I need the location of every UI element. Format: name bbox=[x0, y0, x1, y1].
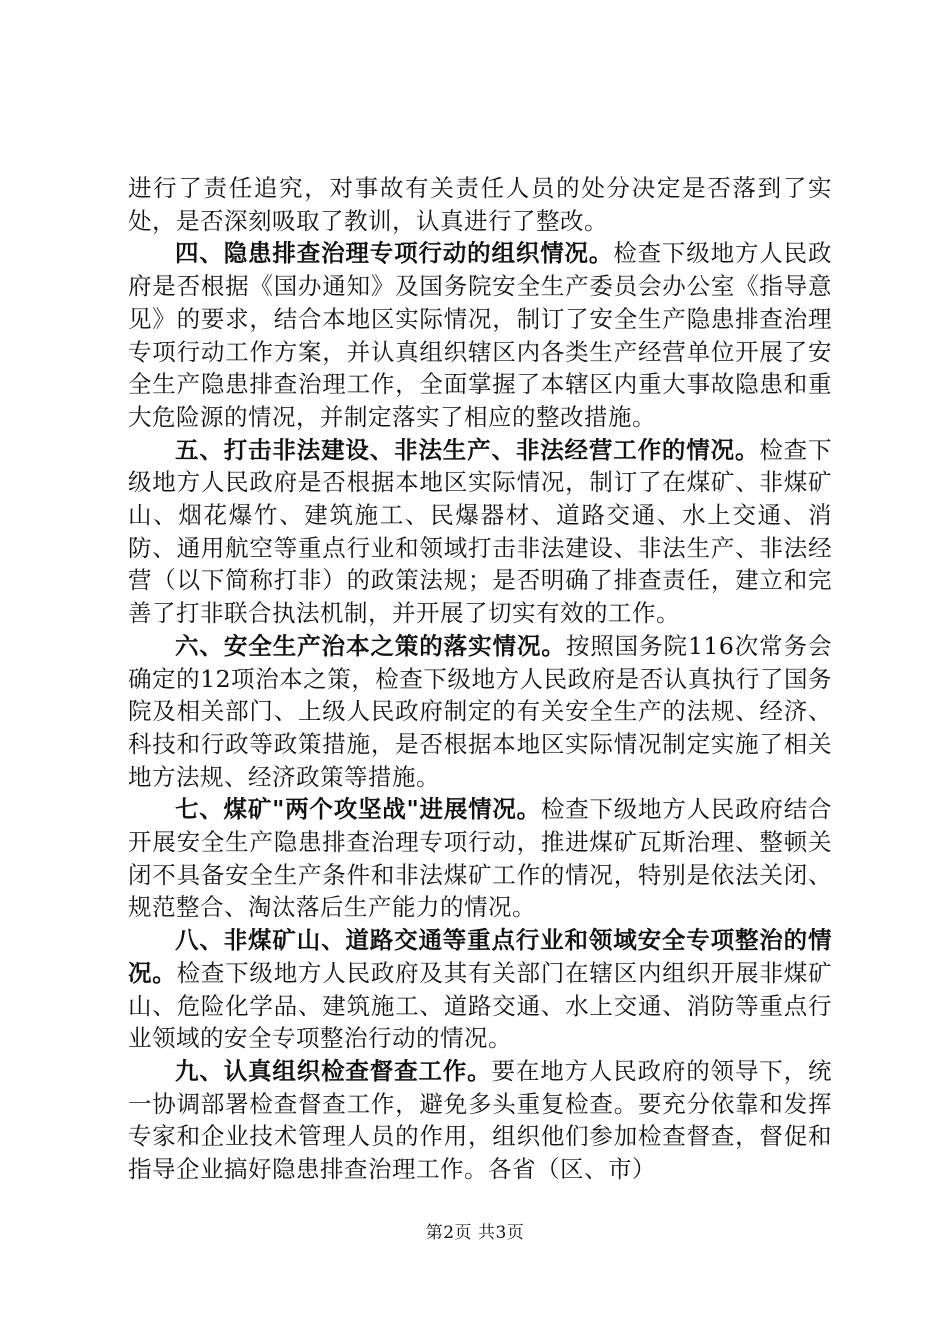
page-number-footer: 第2页 共3页 bbox=[425, 1223, 525, 1243]
section-8-heading: 八、非煤矿山、道路交通等重点行业和领域安全专项整治的情况。 bbox=[128, 926, 832, 987]
section-8-body: 检查下级地方人民政府及其有关部门在辖区内组织开展非煤矿山、危险化学品、建筑施工、道路交通、水上交通、消防等重点行业领域的安全专项整治行动的情况。 bbox=[128, 958, 833, 1053]
section-5-body: 检查下级地方人民政府是否根据本地区实际情况，制订了在煤矿、非煤矿山、烟花爆竹、建筑施工、民爆器材、道路交通、水上交通、消防、通用航空等重点行业和领域打击非法建设、非法生产、非法经营（以下简称打非）的政策法规；是否明确了排查责任，建立和完善了打非联合执法机制，并开展了切实有效的工作。 bbox=[128, 435, 833, 628]
section-4-heading: 四、隐患排查治理专项行动的组织情况。 bbox=[175, 239, 614, 268]
section-5-heading: 五、打击非法建设、非法生产、非法经营工作的情况。 bbox=[175, 435, 760, 464]
section-4-body: 检查下级地方人民政府是否根据《国办通知》及国务院安全生产委员会办公室《指导意见》的要求，结合本地区实际情况，制订了安全生产隐患排查治理专项行动工作方案，并认真组织辖区内各类生产经营单位开展了安全生产隐患排查治理工作，全面掌握了本辖区内重大事故隐患和重大危险源的情况，并制定落实了相应的整改措施。 bbox=[128, 239, 833, 431]
paragraph-section-9 bbox=[128, 1055, 832, 1186]
paragraph-section-8 bbox=[128, 924, 832, 1055]
section-7-body: 检查下级地方人民政府结合开展安全生产隐患排查治理专项行动，推进煤矿瓦斯治理、整顿关闭不具备安全生产条件和非法煤矿工作的情况，特别是依法关闭、规范整合、淘汰落后生产能力的情况。 bbox=[128, 795, 832, 922]
section-6-heading: 六、安全生产治本之策的落实情况。 bbox=[175, 631, 566, 660]
section-9-body: 要在地方人民政府的领导下，统一协调部署检查督查工作，避免多头重复检查。要充分依靠和发挥专家和企业技术管理人员的作用，组织他们参加检查督查，督促和指导企业搞好隐患排查治理工作。各省（区、市） bbox=[128, 1056, 832, 1184]
document-body bbox=[128, 172, 832, 1186]
section-9-heading: 九、认真组织检查督查工作。 bbox=[175, 1056, 492, 1085]
paragraph-1 bbox=[128, 172, 832, 237]
paragraph-section-7 bbox=[128, 793, 832, 924]
section-7-heading: 七、煤矿"两个攻坚战"进展情况。 bbox=[175, 795, 541, 824]
paragraph-1-body: 进行了责任追究，对事故有关责任人员的处分决定是否落到了实处，是否深刻吸取了教训，认真进行了整改。 bbox=[128, 174, 832, 235]
paragraph-section-4 bbox=[128, 237, 832, 433]
paragraph-section-6 bbox=[128, 630, 832, 794]
paragraph-section-5 bbox=[128, 434, 832, 630]
section-6-body: 按照国务院116次常务会确定的12项治本之策，检查下级地方人民政府是否认真执行了国务院及相关部门、上级人民政府制定的有关安全生产的法规、经济、科技和行政等政策措施，是否根据本地区实际情况制定实施了相关地方法规、经济政策等措施。 bbox=[128, 631, 832, 791]
